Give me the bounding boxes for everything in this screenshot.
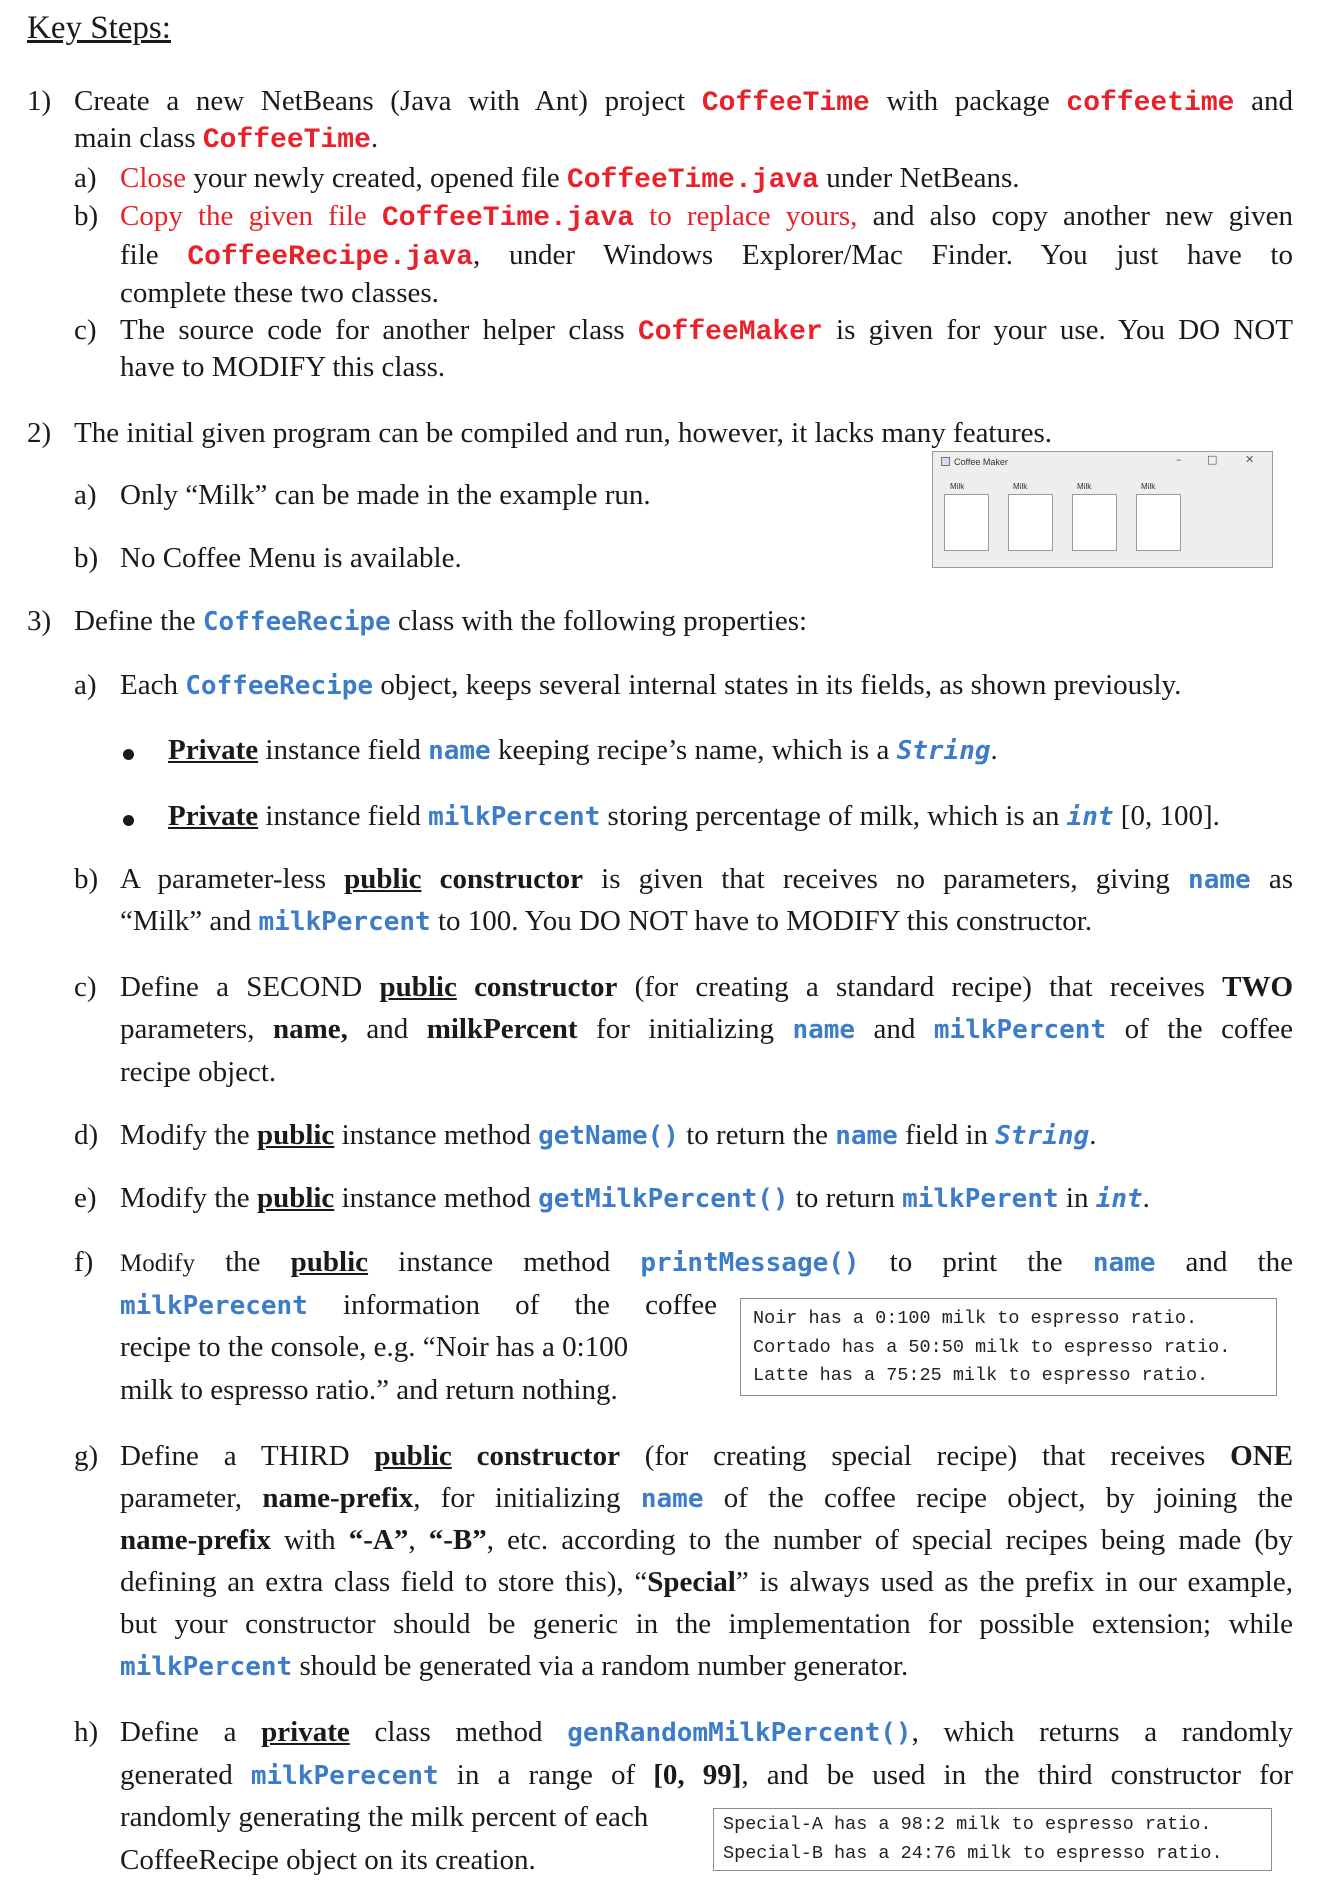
- step-3g-line-2: parameter, name-prefix, for initializing name of the coffee recipe object, by joining the: [120, 1482, 1293, 1514]
- step-1-line-1: Create a new NetBeans (Java with Ant) project CoffeeTime with package coffeetime and: [74, 85, 1293, 119]
- milk-button-4[interactable]: [1136, 494, 1181, 551]
- step-3b-line-1: A parameter-less public constructor is given that receives no parameters, giving name as: [120, 863, 1293, 895]
- milk-label-3: Milk: [1077, 482, 1092, 491]
- step-2b-text: No Coffee Menu is available.: [120, 542, 462, 574]
- close-icon[interactable]: ✕: [1245, 453, 1255, 466]
- step-3f-line-1: Modify the public instance method printMessage() to print the name and the: [120, 1246, 1293, 1278]
- step-1b-number: b): [74, 200, 99, 232]
- step-3d-text: Modify the public instance method getName() to return the name field in String.: [120, 1119, 1097, 1151]
- step-1b-line-1: Copy the given file CoffeeTime.java to replace yours, and also copy another new given: [120, 200, 1294, 234]
- bullet-1-text: Private instance field name keeping recipe’s name, which is a String.: [168, 734, 998, 766]
- step-2a-text: Only “Milk” can be made in the example run.: [120, 479, 651, 511]
- step-3-text: Define the CoffeeRecipe class with the following properties:: [74, 605, 808, 637]
- console-line: Noir has a 0:100 milk to espresso ratio.: [753, 1308, 1198, 1329]
- step-1a-number: a): [74, 162, 97, 194]
- step-3g-line-6: milkPercent should be generated via a random number generator.: [120, 1650, 909, 1682]
- maximize-icon[interactable]: □: [1207, 453, 1218, 466]
- minimize-icon[interactable]: –: [1176, 453, 1182, 466]
- console-line: Special-A has a 98:2 milk to espresso ratio.: [723, 1814, 1212, 1835]
- step-3h-line-2: generated milkPerecent in a range of [0, 99], and be used in the third constructor for: [120, 1759, 1294, 1791]
- step-3e-number: e): [74, 1182, 97, 1214]
- milk-label-1: Milk: [950, 482, 965, 491]
- step-3g-line-5: but your constructor should be generic in the implementation for possible extension; while: [120, 1608, 1293, 1640]
- step-3b-number: b): [74, 863, 99, 895]
- step-1a-text: Close your newly created, opened file CoffeeTime.java under NetBeans.: [120, 162, 1020, 196]
- step-3e-text: Modify the public instance method getMilkPercent() to return milkPerent in int.: [120, 1182, 1150, 1214]
- step-2b-number: b): [74, 542, 99, 574]
- milk-button-1[interactable]: [944, 494, 989, 551]
- step-3a-text: Each CoffeeRecipe object, keeps several internal states in its fields, as shown previously.: [120, 669, 1182, 701]
- step-2-text: The initial given program can be compiled and run, however, it lacks many features.: [74, 417, 1053, 449]
- step-3h-line-3: randomly generating the milk percent of each: [120, 1801, 649, 1833]
- step-1c-number: c): [74, 314, 97, 346]
- step-3h-line-4: CoffeeRecipe object on its creation.: [120, 1844, 536, 1876]
- step-3f-number: f): [74, 1246, 94, 1278]
- console-line: Cortado has a 50:50 milk to espresso ratio.: [753, 1336, 1231, 1358]
- step-3c-line-1: Define a SECOND public constructor (for creating a standard recipe) that receives TWO: [120, 971, 1294, 1003]
- bullet-1: [123, 749, 134, 760]
- step-3b-line-2: “Milk” and milkPercent to 100. You DO NOT have to MODIFY this constructor.: [120, 905, 1093, 937]
- app-icon: [941, 457, 950, 466]
- step-3g-line-1: Define a THIRD public constructor (for creating special recipe) that receives ONE: [120, 1440, 1293, 1472]
- coffee-maker-window: [932, 451, 1273, 568]
- step-3a-number: a): [74, 669, 97, 701]
- step-3c-line-2: parameters, name, and milkPercent for initializing name and milkPercent of the coffee: [120, 1013, 1294, 1045]
- milk-label-4: Milk: [1141, 482, 1156, 491]
- window-title: Coffee Maker: [954, 457, 1008, 467]
- step-3c-line-3: recipe object.: [120, 1056, 277, 1088]
- bullet-2: [123, 815, 134, 826]
- step-2a-number: a): [74, 479, 97, 511]
- step-1b-line-3: complete these two classes.: [120, 277, 439, 309]
- bullet-2-text: Private instance field milkPercent storing percentage of milk, which is an int [0, 100].: [168, 800, 1220, 832]
- step-3-number: 3): [27, 605, 52, 637]
- step-1-line-2: main class CoffeeTime.: [74, 122, 379, 156]
- step-3g-line-4: defining an extra class field to store this), “Special” is always used as the prefix in our example,: [120, 1566, 1293, 1598]
- step-2-number: 2): [27, 417, 52, 449]
- step-3g-line-3: name-prefix with “-A”, “-B”, etc. according to the number of special recipes being made (by: [120, 1524, 1294, 1556]
- step-3d-number: d): [74, 1119, 99, 1151]
- step-3c-number: c): [74, 971, 97, 1003]
- step-3f-line-4: milk to espresso ratio.” and return nothing.: [120, 1374, 618, 1406]
- step-3h-number: h): [74, 1716, 99, 1748]
- milk-button-2[interactable]: [1008, 494, 1053, 551]
- step-1c-line-2: have to MODIFY this class.: [120, 351, 446, 383]
- milk-button-3[interactable]: [1072, 494, 1117, 551]
- step-1b-line-2: file CoffeeRecipe.java, under Windows Explorer/Mac Finder. You just have to: [120, 239, 1293, 273]
- step-3f-line-3: recipe to the console, e.g. “Noir has a 0:100: [120, 1331, 629, 1363]
- console-output-standard: [740, 1298, 1277, 1396]
- milk-label-2: Milk: [1013, 482, 1028, 491]
- step-3h-line-1: Define a private class method genRandomMilkPercent(), which returns a randomly: [120, 1716, 1293, 1748]
- console-line: Special-B has a 24:76 milk to espresso ratio.: [723, 1842, 1223, 1864]
- step-1-number: 1): [27, 85, 52, 117]
- step-1c-line-1: The source code for another helper class CoffeeMaker is given for your use. You DO NOT: [120, 314, 1293, 348]
- step-3g-number: g): [74, 1440, 99, 1472]
- step-3f-line-2: milkPerecent information of the coffee: [120, 1289, 717, 1321]
- page-title: Key Steps:: [27, 10, 171, 46]
- console-output-special: [713, 1808, 1272, 1871]
- console-line: Latte has a 75:25 milk to espresso ratio.: [753, 1365, 1209, 1386]
